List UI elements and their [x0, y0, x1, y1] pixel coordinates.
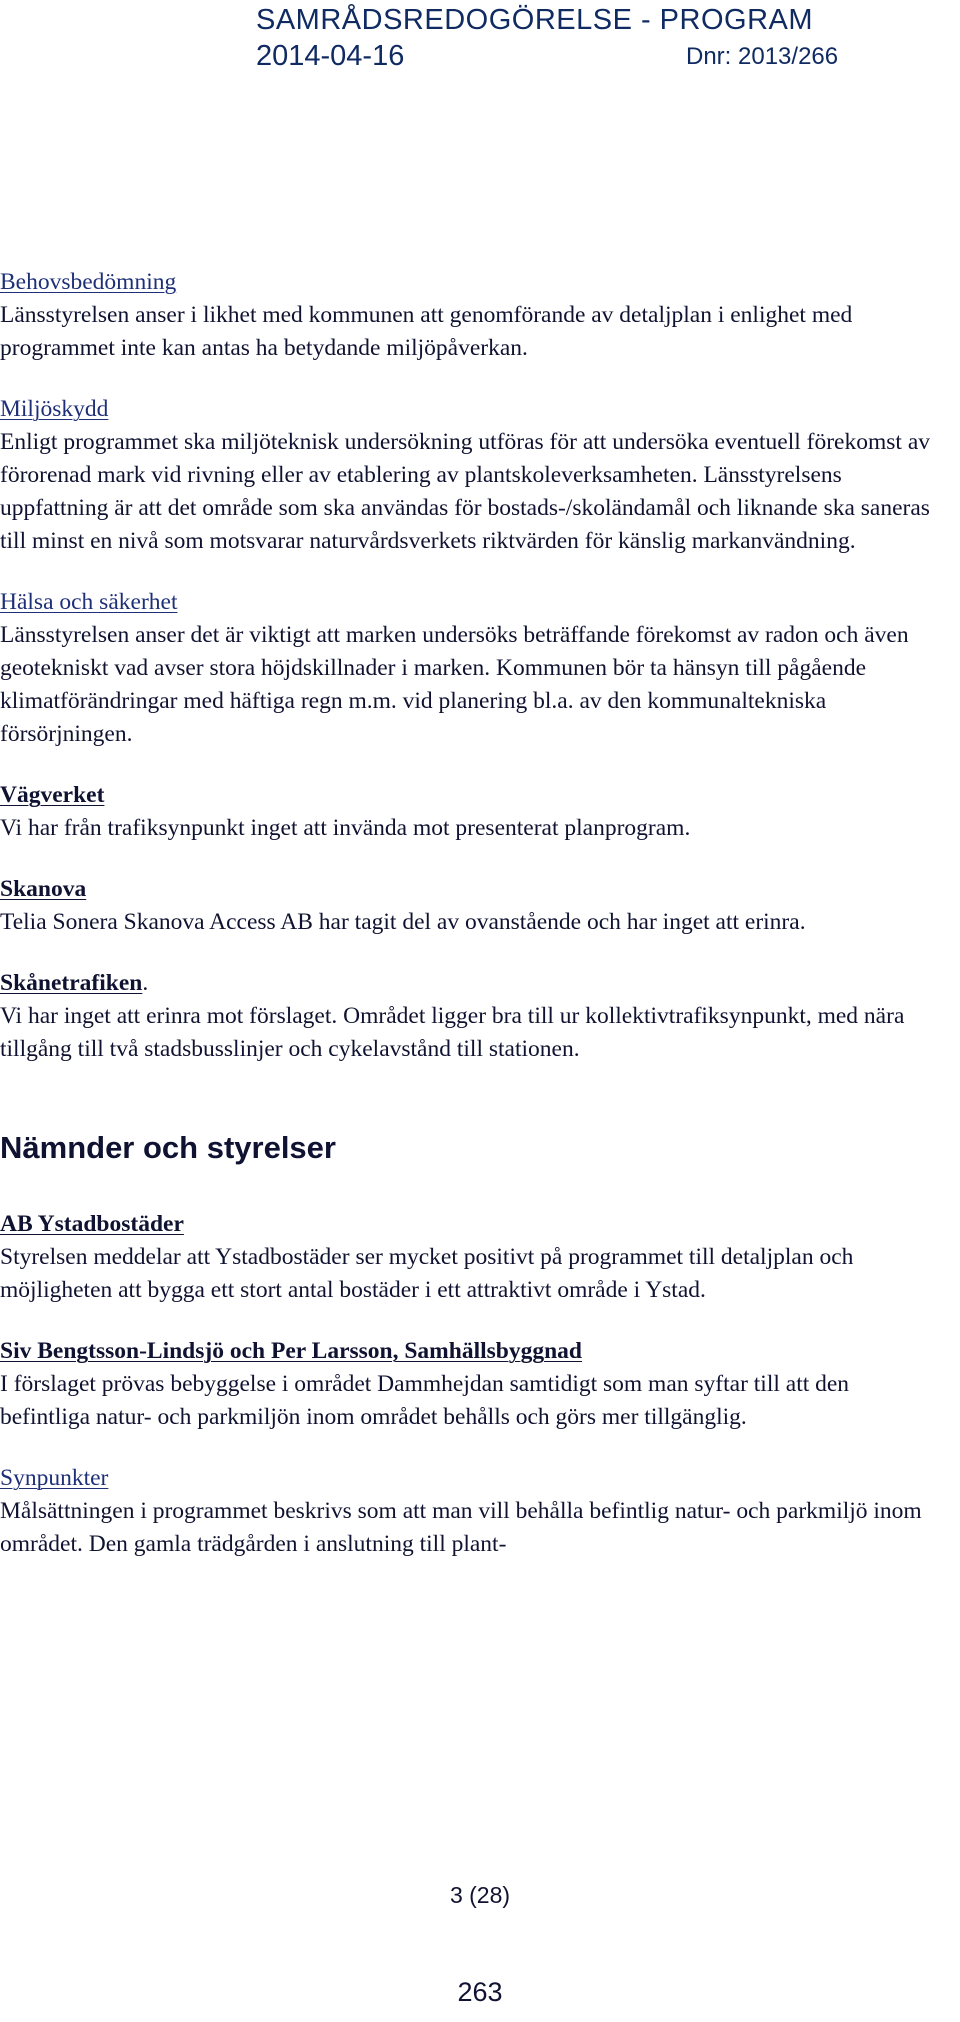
document-body	[0, 266, 935, 1589]
section-samhallsbyggnad	[0, 1335, 935, 1434]
section-behovsbedomning	[0, 266, 935, 365]
section-heading: Skanova	[0, 876, 87, 902]
document-reference-number: Dnr: 2013/266	[686, 43, 839, 70]
document-date: 2014-04-16	[256, 40, 405, 72]
section-heading: AB Ystadbostäder	[0, 1211, 184, 1237]
section-text: Länsstyrelsen anser det är viktigt att marken undersöks beträffande förekomst av radon och även geotekniskt vad avser stora höjdskillnader i marken. Kommunen bör ta hänsyn till pågående klimatförändringar med häftiga regn m.m. vid planering bl.a. av den kommunaltekniska försörjningen.	[0, 622, 909, 747]
section-text: Målsättningen i programmet beskrivs som att man vill behålla befintlig natur- och parkmiljö inom området. Den gamla trädgården i anslutning till plant-	[0, 1498, 922, 1557]
heading-period: .	[142, 970, 149, 996]
major-heading-namnder: Nämnder och styrelser	[0, 1130, 336, 1165]
section-heading: Siv Bengtsson-Lindsjö och Per Larsson, Samhällsbyggnad	[0, 1338, 582, 1364]
section-text: I förslaget prövas bebyggelse i området Dammhejdan samtidigt som man syftar till att den befintliga natur- och parkmiljön inom området behålls och görs mer tillgänglig.	[0, 1371, 850, 1430]
section-heading: Skånetrafiken	[0, 970, 143, 996]
section-heading: Behovsbedömning	[0, 269, 177, 295]
section-text: Länsstyrelsen anser i likhet med kommunen att genomförande av detaljplan i enlighet med programmet inte kan antas ha betydande miljöpåverkan.	[0, 302, 853, 361]
section-heading-line	[0, 967, 935, 1000]
section-text: Styrelsen meddelar att Ystadbostäder ser mycket positivt på programmet till detaljplan och möjligheten att bygga ett stort antal bostäder i ett attraktivt område i Ystad.	[0, 1244, 854, 1303]
document-title: SAMRÅDSREDOGÖRELSE - PROGRAM	[256, 4, 814, 36]
section-miljoskydd	[0, 393, 935, 558]
section-ystadbostader	[0, 1208, 935, 1307]
section-heading: Hälsa och säkerhet	[0, 589, 178, 615]
section-halsa-och-sakerhet	[0, 586, 935, 751]
section-heading: Synpunkter	[0, 1465, 109, 1491]
section-vagverket	[0, 779, 935, 845]
section-text: Vi har från trafiksynpunkt inget att invända mot presenterat planprogram.	[0, 815, 691, 841]
section-skanova	[0, 873, 935, 939]
section-text: Vi har inget att erinra mot förslaget. Området ligger bra till ur kollektivtrafiksynpunkt, med nära tillgång till två stadsbusslinjer och cykelavstånd till stationen.	[0, 1003, 905, 1062]
section-heading: Miljöskydd	[0, 396, 109, 422]
page-number: 263	[457, 1977, 503, 2007]
page-counter: 3 (28)	[449, 1882, 511, 1908]
section-skanetrafiken	[0, 967, 935, 1066]
section-synpunkter	[0, 1462, 935, 1561]
section-heading: Vägverket	[0, 782, 105, 808]
section-text: Enligt programmet ska miljöteknisk undersökning utföras för att undersöka eventuell förekomst av förorenad mark vid rivning eller av etablering av plantskoleverksamheten. Länsstyrelsens uppfattning är att det område som ska användas för bostads-/skoländamål och liknande ska saneras till minst en nivå som motsvarar naturvårdsverkets riktvärden för känslig markanvändning.	[0, 429, 930, 554]
section-text: Telia Sonera Skanova Access AB har tagit del av ovanstående och har inget att erinra.	[0, 909, 806, 935]
